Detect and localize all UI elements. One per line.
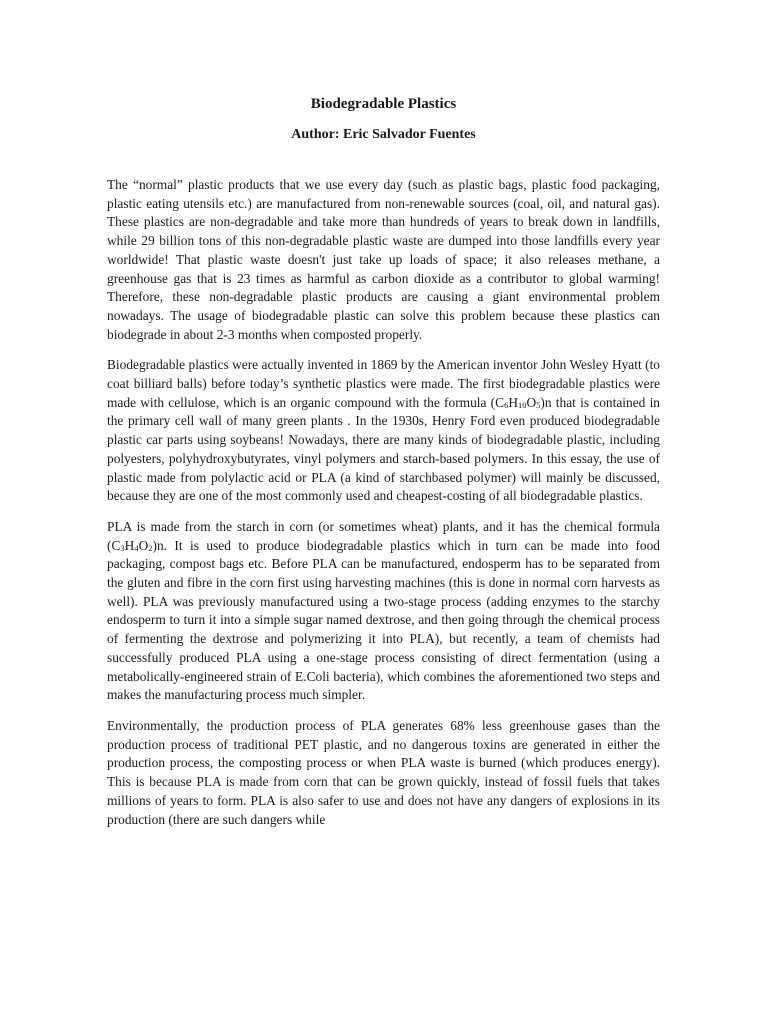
paragraph-3	[107, 518, 660, 705]
document-title: Biodegradable Plastics	[310, 96, 457, 112]
paragraph-3-text-a: PLA is made from the starch in corn (or sometimes wheat) plants, and it has the chemical formula	[107, 518, 660, 534]
paragraph-1: The “normal” plastic products that we use every day (such as plastic bags, plastic food packaging, plastic eating utensils etc.) are manufactured from non-renewable sources (coal, oil, and natural gas). These plastics are non-degradable and take more than hundreds of years to break down in landfills, while 29 billion tons of this non-degradable plastic waste are dumped into those landfills every year worldwide! That plastic waste doesn't just take up loads of space; it also releases methane, a greenhouse gas that is 23 times as harmful as carbon dioxide as a contributor to global warming! Therefore, these non-degradable plastic products are causing a giant environmental problem nowadays. The usage of biodegradable plastic can solve this problem because these plastics can biodegrade in about 2-3 months when composted properly.	[107, 177, 660, 342]
document-author: Author: Eric Salvador Fuentes	[291, 127, 476, 142]
paragraph-2	[107, 356, 660, 506]
cellulose-formula: $(C_6H_{10}O_5)n$	[490, 394, 552, 410]
paragraph-2-text-b: that is contained in the primary cell wall of many green plants . In the 1930s, Henry Ford even produced biodegradable plastic car parts using soybeans! Nowadays, there are many kinds of biodegradable plastic, including polyesters, polyhydroxybutyrates, vinyl polymers and starch-based polymers. In this essay, the use of plastic made from polylactic acid or PLA (a kind of starchbased polymer) will mainly be discussed, because they are one of the most commonly used and cheapest-costing of all biodegradable plastics.	[107, 394, 660, 504]
document-body	[107, 176, 660, 829]
pla-formula: $(C_3H_4O_2)n$	[107, 537, 164, 553]
document-page	[107, 0, 660, 1024]
paragraph-4: Environmentally, the production process of PLA generates 68% less greenhouse gases than the production process of traditional PET plastic, and no dangerous toxins are generated in either the production process, the composting process or when PLA waste is burned (which produces energy). This is because PLA is made from corn that can be grown quickly, instead of fossil fuels that takes millions of years to form. PLA is also safer to use and does not have any dangers of explosions in its production (there are such dangers while	[107, 717, 660, 827]
paragraph-2-text-a: Biodegradable plastics were actually invented in 1869 by the American inventor John Wesley Hyatt (to coat billiard balls) before today’s synthetic plastics were made. The first biodegradable plastics were made with cellulose, which is an organic compound with the formula	[107, 357, 660, 410]
paragraph-3-text-b: . It is used to produce biodegradable plastics which in turn can be made into food packaging, compost bags etc. Before PLA can be manufactured, endosperm has to be separated from the gluten and fibre in the corn first using harvesting machines (this is done in normal corn harvests as well). PLA was previously manufactured using a two-stage process (adding enzymes to the starchy endosperm to turn it into a simple sugar named dextrose, and then going through the chemical process of fermenting the dextrose and polymerizing it into PLA), but recently, a team of chemists had successfully produced PLA using a one-stage process consisting of direct fermentation (using a metabolically-engineered strain of E.Coli bacteria), which combines the aforementioned two steps and makes the manufacturing process much simpler.	[107, 537, 660, 703]
